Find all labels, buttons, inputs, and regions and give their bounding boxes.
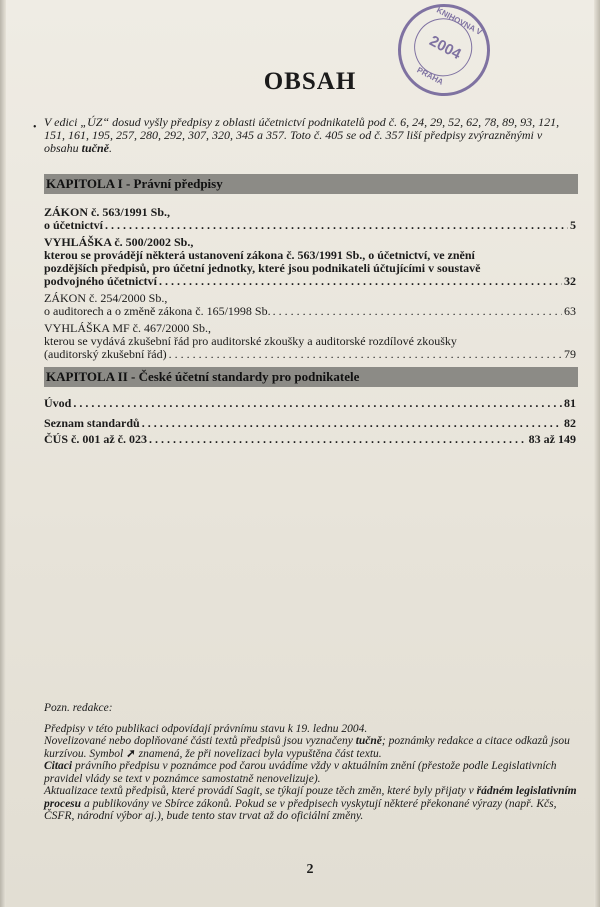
chapter-2-heading: KAPITOLA II - České účetní standardy pro podnikatele <box>44 367 578 387</box>
toc-entry-title: Úvod <box>44 396 72 410</box>
toc-entry-head: VYHLÁŠKA MF č. 467/2000 Sb., <box>44 321 212 335</box>
intro-text: V edici „ÚZ“ dosud vyšly předpisy z oblasti účetnictví podnikatelů pod č. 6, 24, 29, 52, 62, 78, 89, 93, 121, 151, 161, 195, 257, 280, 292, 307, 320, 345 a 357. Toto č. 405 se od č. 357 liší předpisy zvýrazněnými v obsahu <box>44 115 560 155</box>
toc-entry[interactable] <box>44 236 576 288</box>
notes-label: Pozn. redakce: <box>44 702 113 714</box>
toc-page-number: 81 <box>564 396 576 410</box>
toc-entry-head: ZÁKON č. 254/2000 Sb., <box>44 291 168 305</box>
toc-page-number: 63 <box>564 304 576 318</box>
toc-leader <box>105 219 568 232</box>
editorial-notes <box>44 702 584 823</box>
toc-entry-head: VYHLÁŠKA č. 500/2002 Sb., <box>44 235 194 249</box>
toc-entry-line: kterou se provádějí některá ustanovení zákona č. 563/1991 Sb., o účetnictví, ve znění <box>44 248 475 262</box>
page-title: OBSAH <box>263 68 357 95</box>
notes-text: znamená, že při novelizaci byla vypuštěna část textu. <box>135 747 382 760</box>
intro-end: . <box>109 141 113 155</box>
notes-text: právního předpisu v poznámce pod čarou uvádíme vždy v aktuálním znění (přestože podle Legislativních pravidel vlády se text v poznámce samostatně nenovelizuje). <box>44 760 557 785</box>
toc-entry[interactable] <box>44 322 576 361</box>
toc-page-number: 83 až 149 <box>528 432 576 446</box>
omission-arrow-icon: ➚ <box>126 747 136 760</box>
notes-bold: řádném legislativním procesu <box>44 785 577 810</box>
toc-leader <box>169 348 562 361</box>
notes-bold: Citaci <box>44 760 73 772</box>
toc-entry-title: Seznam standardů <box>44 416 140 430</box>
toc-entry-title: o auditorech a o změně zákona č. 165/1998 Sb. <box>44 304 271 318</box>
toc-leader <box>149 433 527 446</box>
notes-text: ; poznámky redakce a citace odkazů jsou kurzívou. Symbol <box>44 735 570 760</box>
toc-leader <box>73 397 562 410</box>
page-number: 2 <box>306 862 314 877</box>
notes-paragraph-2 <box>44 735 584 760</box>
intro-bold: tučně <box>81 141 110 155</box>
toc-leader <box>159 275 562 288</box>
toc-entry[interactable] <box>44 206 576 232</box>
stamp-bottom-text: PRAHA <box>415 65 445 87</box>
notes-text: Aktualizace textů předpisů, které provádí Sagit, se týkají pouze těch změn, které byly přijaty v <box>44 785 477 797</box>
notes-paragraph-4 <box>44 785 584 823</box>
notes-bold: tučně <box>355 735 382 747</box>
notes-paragraph-1: Předpisy v této publikaci odpovídají právnímu stavu k 19. lednu 2004. <box>44 722 368 735</box>
toc-entry-title: o účetnictví <box>44 218 103 232</box>
page-edge-left <box>0 0 6 907</box>
toc-entry-title: (auditorský zkušební řád) <box>44 347 167 361</box>
toc-entry-head: ZÁKON č. 563/1991 Sb., <box>44 205 171 219</box>
toc-entry[interactable] <box>44 417 576 430</box>
toc-leader <box>142 417 562 430</box>
chapter-1-heading: KAPITOLA I - Právní předpisy <box>44 174 578 194</box>
toc-entry-line: pozdějších předpisů, pro účetní jednotky, které jsou podnikateli účtujícími v soustavě <box>44 261 481 275</box>
notes-text: Novelizované nebo doplňované části textů předpisů jsou vyznačeny <box>44 735 356 747</box>
toc-page-number: 32 <box>564 274 576 288</box>
intro-bullet: • <box>33 122 37 133</box>
toc-page-number: 5 <box>570 218 576 232</box>
toc-entry-title: podvojného účetnictví <box>44 274 158 288</box>
toc-page-number: 79 <box>564 347 576 361</box>
toc-page-number: 82 <box>564 416 576 430</box>
toc-entry[interactable] <box>44 397 576 410</box>
page-edge-right <box>594 0 600 907</box>
notes-text: a publikovány ve Sbírce zákonů. Pokud se v předpisech vyskytují některé překonané výrazy (např. Kčs, ČSFR, národní výbor aj.), bude tento stav trvat až do oficiální změny. <box>44 797 557 822</box>
stamp-year: 2004 <box>426 32 464 64</box>
stamp-top-text: KNIHOVNA V <box>435 5 484 37</box>
toc-entry[interactable] <box>44 292 576 318</box>
toc-leader <box>273 305 562 318</box>
notes-paragraph-3 <box>44 760 584 785</box>
toc-entry-line: kterou se vydává zkušební řád pro auditorské zkoušky a auditorské rozdílové zkoušky <box>44 334 457 348</box>
toc-entry[interactable] <box>44 433 576 446</box>
toc-entry-title: ČÚS č. 001 až č. 023 <box>44 432 147 446</box>
intro-paragraph <box>44 116 579 155</box>
